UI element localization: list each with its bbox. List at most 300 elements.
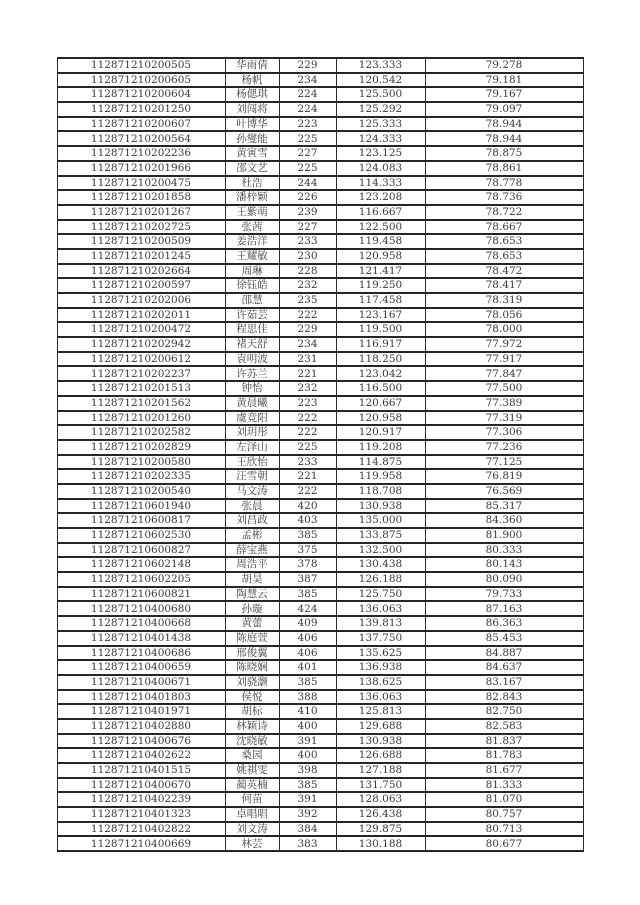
final-score-cell: 81.070 [425, 792, 583, 807]
name-cell: 胡标 [225, 704, 279, 719]
table-row [57, 484, 583, 499]
final-score-cell: 78.417 [425, 278, 583, 293]
name-cell: 杜浩 [225, 176, 279, 191]
final-score-cell: 78.778 [425, 176, 583, 191]
name-cell: 陶慧云 [225, 587, 279, 602]
count-cell: 225 [279, 131, 336, 146]
table-row [57, 411, 583, 426]
table-row [57, 293, 583, 308]
final-score-cell: 78.861 [425, 161, 583, 176]
name-cell: 林颖诗 [225, 719, 279, 734]
final-score-cell: 84.360 [425, 513, 583, 528]
student-id-cell: 112871210401438 [57, 631, 225, 646]
student-id-cell: 112871210200505 [57, 58, 225, 73]
table-row [57, 807, 583, 822]
table-row [57, 704, 583, 719]
student-id-cell: 112871210200612 [57, 352, 225, 367]
name-cell: 王欣怡 [225, 455, 279, 470]
count-cell: 409 [279, 616, 336, 631]
table-row [57, 131, 583, 146]
table-row [57, 87, 583, 102]
table-row [57, 352, 583, 367]
final-score-cell: 79.167 [425, 87, 583, 102]
score-cell: 133.875 [336, 528, 425, 543]
final-score-cell: 80.757 [425, 807, 583, 822]
student-id-cell: 112871210400676 [57, 734, 225, 749]
final-score-cell: 83.167 [425, 675, 583, 690]
name-cell: 许茹芸 [225, 308, 279, 323]
name-cell: 邢俊翼 [225, 646, 279, 661]
table-row [57, 836, 583, 851]
count-cell: 228 [279, 264, 336, 279]
name-cell: 周浩平 [225, 557, 279, 572]
count-cell: 387 [279, 572, 336, 587]
table-row [57, 675, 583, 690]
student-id-cell: 112871210200509 [57, 234, 225, 249]
count-cell: 223 [279, 396, 336, 411]
final-score-cell: 79.733 [425, 587, 583, 602]
count-cell: 391 [279, 734, 336, 749]
student-id-cell: 112871210201562 [57, 396, 225, 411]
count-cell: 233 [279, 234, 336, 249]
table-row [57, 543, 583, 558]
name-cell: 褚天舒 [225, 337, 279, 352]
table-row [57, 631, 583, 646]
table-row [57, 792, 583, 807]
count-cell: 235 [279, 293, 336, 308]
score-cell: 129.688 [336, 719, 425, 734]
score-cell: 136.938 [336, 660, 425, 675]
count-cell: 222 [279, 484, 336, 499]
score-cell: 116.500 [336, 381, 425, 396]
table-row [57, 117, 583, 132]
score-cell: 125.750 [336, 587, 425, 602]
name-cell: 虞竞阳 [225, 411, 279, 426]
final-score-cell: 78.736 [425, 190, 583, 205]
table-row [57, 308, 583, 323]
score-cell: 135.000 [336, 513, 425, 528]
count-cell: 383 [279, 836, 336, 851]
student-id-cell: 112871210202664 [57, 264, 225, 279]
count-cell: 239 [279, 205, 336, 220]
table-row [57, 220, 583, 235]
name-cell: 华雨倩 [225, 58, 279, 73]
name-cell: 程思佳 [225, 322, 279, 337]
score-cell: 120.667 [336, 396, 425, 411]
final-score-cell: 77.125 [425, 455, 583, 470]
final-score-cell: 84.887 [425, 646, 583, 661]
student-id-cell: 112871210202725 [57, 220, 225, 235]
student-id-cell: 112871210202236 [57, 146, 225, 161]
score-cell: 131.750 [336, 778, 425, 793]
count-cell: 232 [279, 278, 336, 293]
student-id-cell: 112871210202006 [57, 293, 225, 308]
name-cell: 陈庭萱 [225, 631, 279, 646]
results-table-body [57, 58, 583, 851]
table-row [57, 719, 583, 734]
score-cell: 138.625 [336, 675, 425, 690]
student-id-cell: 112871210201267 [57, 205, 225, 220]
student-id-cell: 112871210602205 [57, 572, 225, 587]
student-id-cell: 112871210202237 [57, 366, 225, 381]
table-row [57, 337, 583, 352]
student-id-cell: 112871210201260 [57, 411, 225, 426]
final-score-cell: 80.090 [425, 572, 583, 587]
count-cell: 403 [279, 513, 336, 528]
score-cell: 123.125 [336, 146, 425, 161]
name-cell: 孟彬 [225, 528, 279, 543]
student-id-cell: 112871210202942 [57, 337, 225, 352]
score-cell: 116.917 [336, 337, 425, 352]
final-score-cell: 77.319 [425, 411, 583, 426]
student-id-cell: 112871210400668 [57, 616, 225, 631]
score-cell: 124.083 [336, 161, 425, 176]
name-cell: 蔺英楠 [225, 778, 279, 793]
count-cell: 229 [279, 322, 336, 337]
score-cell: 136.063 [336, 601, 425, 616]
name-cell: 姜浩洋 [225, 234, 279, 249]
student-id-cell: 112871210200607 [57, 117, 225, 132]
count-cell: 410 [279, 704, 336, 719]
count-cell: 385 [279, 587, 336, 602]
table-row [57, 778, 583, 793]
final-score-cell: 80.143 [425, 557, 583, 572]
table-row [57, 748, 583, 763]
final-score-cell: 79.278 [425, 58, 583, 73]
final-score-cell: 80.333 [425, 543, 583, 558]
table-row [57, 660, 583, 675]
student-id-cell: 112871210200564 [57, 131, 225, 146]
count-cell: 221 [279, 366, 336, 381]
final-score-cell: 77.236 [425, 440, 583, 455]
score-cell: 128.063 [336, 792, 425, 807]
table-row [57, 572, 583, 587]
final-score-cell: 81.677 [425, 763, 583, 778]
name-cell: 袁明波 [225, 352, 279, 367]
count-cell: 229 [279, 58, 336, 73]
score-cell: 130.438 [336, 557, 425, 572]
table-row [57, 616, 583, 631]
final-score-cell: 78.875 [425, 146, 583, 161]
score-cell: 135.625 [336, 646, 425, 661]
score-cell: 122.500 [336, 220, 425, 235]
student-id-cell: 112871210401971 [57, 704, 225, 719]
student-id-cell: 112871210401323 [57, 807, 225, 822]
name-cell: 沈晓敏 [225, 734, 279, 749]
final-score-cell: 87.163 [425, 601, 583, 616]
final-score-cell: 82.843 [425, 690, 583, 705]
count-cell: 225 [279, 440, 336, 455]
final-score-cell: 81.837 [425, 734, 583, 749]
score-cell: 119.208 [336, 440, 425, 455]
count-cell: 375 [279, 543, 336, 558]
final-score-cell: 78.944 [425, 117, 583, 132]
student-id-cell: 112871210402822 [57, 822, 225, 837]
name-cell: 孙燮能 [225, 131, 279, 146]
table-row [57, 58, 583, 73]
count-cell: 224 [279, 87, 336, 102]
score-cell: 114.333 [336, 176, 425, 191]
table-row [57, 73, 583, 88]
student-id-cell: 112871210202582 [57, 425, 225, 440]
student-id-cell: 112871210200475 [57, 176, 225, 191]
count-cell: 222 [279, 411, 336, 426]
score-cell: 129.875 [336, 822, 425, 837]
table-row [57, 146, 583, 161]
final-score-cell: 79.181 [425, 73, 583, 88]
score-cell: 123.042 [336, 366, 425, 381]
final-score-cell: 78.000 [425, 322, 583, 337]
name-cell: 杨帆 [225, 73, 279, 88]
final-score-cell: 85.453 [425, 631, 583, 646]
table-row [57, 176, 583, 191]
student-id-cell: 112871210402622 [57, 748, 225, 763]
score-cell: 126.438 [336, 807, 425, 822]
count-cell: 230 [279, 249, 336, 264]
name-cell: 刘骁灏 [225, 675, 279, 690]
student-id-cell: 112871210400680 [57, 601, 225, 616]
name-cell: 邵慧 [225, 293, 279, 308]
score-cell: 120.917 [336, 425, 425, 440]
count-cell: 378 [279, 557, 336, 572]
count-cell: 406 [279, 631, 336, 646]
final-score-cell: 78.472 [425, 264, 583, 279]
score-cell: 121.417 [336, 264, 425, 279]
score-cell: 130.938 [336, 734, 425, 749]
score-cell: 120.542 [336, 73, 425, 88]
table-row [57, 264, 583, 279]
name-cell: 许苏兰 [225, 366, 279, 381]
table-row [57, 601, 583, 616]
student-id-cell: 112871210401515 [57, 763, 225, 778]
table-row [57, 587, 583, 602]
final-score-cell: 82.583 [425, 719, 583, 734]
count-cell: 398 [279, 763, 336, 778]
score-cell: 118.250 [336, 352, 425, 367]
table-row [57, 763, 583, 778]
name-cell: 林芸 [225, 836, 279, 851]
name-cell: 桑园 [225, 748, 279, 763]
name-cell: 张茜 [225, 220, 279, 235]
score-cell: 119.958 [336, 469, 425, 484]
name-cell: 徐钰皓 [225, 278, 279, 293]
name-cell: 刘闯将 [225, 102, 279, 117]
student-id-cell: 112871210400671 [57, 675, 225, 690]
final-score-cell: 76.819 [425, 469, 583, 484]
count-cell: 406 [279, 646, 336, 661]
student-id-cell: 112871210602148 [57, 557, 225, 572]
score-cell: 124.333 [336, 131, 425, 146]
final-score-cell: 80.677 [425, 836, 583, 851]
table-row [57, 425, 583, 440]
count-cell: 231 [279, 352, 336, 367]
final-score-cell: 77.847 [425, 366, 583, 381]
count-cell: 227 [279, 146, 336, 161]
final-score-cell: 77.972 [425, 337, 583, 352]
count-cell: 388 [279, 690, 336, 705]
count-cell: 221 [279, 469, 336, 484]
count-cell: 222 [279, 425, 336, 440]
name-cell: 胡昊 [225, 572, 279, 587]
student-id-cell: 112871210600827 [57, 543, 225, 558]
student-id-cell: 112871210201966 [57, 161, 225, 176]
name-cell: 王紫萌 [225, 205, 279, 220]
name-cell: 黄晨曦 [225, 396, 279, 411]
name-cell: 陈晓娴 [225, 660, 279, 675]
count-cell: 222 [279, 308, 336, 323]
student-id-cell: 112871210402239 [57, 792, 225, 807]
student-id-cell: 112871210202829 [57, 440, 225, 455]
student-id-cell: 112871210400669 [57, 836, 225, 851]
count-cell: 244 [279, 176, 336, 191]
score-cell: 116.667 [336, 205, 425, 220]
student-id-cell: 112871210400659 [57, 660, 225, 675]
final-score-cell: 78.944 [425, 131, 583, 146]
count-cell: 233 [279, 455, 336, 470]
table-row [57, 557, 583, 572]
count-cell: 226 [279, 190, 336, 205]
name-cell: 卓唱唱 [225, 807, 279, 822]
results-table [57, 57, 584, 852]
student-id-cell: 112871210600817 [57, 513, 225, 528]
count-cell: 385 [279, 675, 336, 690]
name-cell: 周琳 [225, 264, 279, 279]
table-row [57, 440, 583, 455]
name-cell: 薛宝燕 [225, 543, 279, 558]
count-cell: 400 [279, 748, 336, 763]
student-id-cell: 112871210200580 [57, 455, 225, 470]
score-cell: 139.813 [336, 616, 425, 631]
student-id-cell: 112871210400670 [57, 778, 225, 793]
table-row [57, 366, 583, 381]
student-id-cell: 112871210200472 [57, 322, 225, 337]
name-cell: 左泽山 [225, 440, 279, 455]
table-row [57, 234, 583, 249]
student-id-cell: 112871210402880 [57, 719, 225, 734]
final-score-cell: 82.750 [425, 704, 583, 719]
name-cell: 刘玥彤 [225, 425, 279, 440]
name-cell: 邵文艺 [225, 161, 279, 176]
score-cell: 119.500 [336, 322, 425, 337]
student-id-cell: 112871210200604 [57, 87, 225, 102]
table-row [57, 396, 583, 411]
name-cell: 杨偲琪 [225, 87, 279, 102]
table-row [57, 469, 583, 484]
score-cell: 119.250 [336, 278, 425, 293]
final-score-cell: 80.713 [425, 822, 583, 837]
student-id-cell: 112871210200605 [57, 73, 225, 88]
name-cell: 钟怡 [225, 381, 279, 396]
student-id-cell: 112871210202011 [57, 308, 225, 323]
student-id-cell: 112871210200540 [57, 484, 225, 499]
final-score-cell: 81.900 [425, 528, 583, 543]
name-cell: 汪雪朝 [225, 469, 279, 484]
student-id-cell: 112871210201858 [57, 190, 225, 205]
score-cell: 132.500 [336, 543, 425, 558]
score-cell: 130.938 [336, 499, 425, 514]
table-row [57, 513, 583, 528]
table-row [57, 190, 583, 205]
name-cell: 潘梓颖 [225, 190, 279, 205]
student-id-cell: 112871210201513 [57, 381, 225, 396]
score-cell: 125.292 [336, 102, 425, 117]
score-cell: 123.333 [336, 58, 425, 73]
student-id-cell: 112871210600821 [57, 587, 225, 602]
count-cell: 227 [279, 220, 336, 235]
final-score-cell: 81.783 [425, 748, 583, 763]
student-id-cell: 112871210601940 [57, 499, 225, 514]
count-cell: 392 [279, 807, 336, 822]
final-score-cell: 86.363 [425, 616, 583, 631]
name-cell: 何苗 [225, 792, 279, 807]
final-score-cell: 81.333 [425, 778, 583, 793]
score-cell: 130.188 [336, 836, 425, 851]
final-score-cell: 77.917 [425, 352, 583, 367]
table-row [57, 102, 583, 117]
final-score-cell: 78.653 [425, 234, 583, 249]
name-cell: 侯悦 [225, 690, 279, 705]
name-cell: 黄蕾 [225, 616, 279, 631]
score-cell: 125.333 [336, 117, 425, 132]
student-id-cell: 112871210401803 [57, 690, 225, 705]
table-row [57, 322, 583, 337]
count-cell: 385 [279, 528, 336, 543]
count-cell: 420 [279, 499, 336, 514]
count-cell: 424 [279, 601, 336, 616]
final-score-cell: 77.306 [425, 425, 583, 440]
score-cell: 125.500 [336, 87, 425, 102]
score-cell: 114.875 [336, 455, 425, 470]
count-cell: 234 [279, 73, 336, 88]
score-cell: 126.688 [336, 748, 425, 763]
count-cell: 223 [279, 117, 336, 132]
score-cell: 118.708 [336, 484, 425, 499]
student-id-cell: 112871210202335 [57, 469, 225, 484]
final-score-cell: 79.097 [425, 102, 583, 117]
final-score-cell: 78.667 [425, 220, 583, 235]
score-cell: 117.458 [336, 293, 425, 308]
student-id-cell: 112871210602530 [57, 528, 225, 543]
score-cell: 123.208 [336, 190, 425, 205]
table-row [57, 381, 583, 396]
table-row [57, 528, 583, 543]
final-score-cell: 77.389 [425, 396, 583, 411]
table-row [57, 278, 583, 293]
table-row [57, 455, 583, 470]
name-cell: 张晨 [225, 499, 279, 514]
name-cell: 孙璇 [225, 601, 279, 616]
count-cell: 391 [279, 792, 336, 807]
count-cell: 234 [279, 337, 336, 352]
final-score-cell: 78.653 [425, 249, 583, 264]
count-cell: 400 [279, 719, 336, 734]
final-score-cell: 76.569 [425, 484, 583, 499]
name-cell: 马文涛 [225, 484, 279, 499]
table-row [57, 249, 583, 264]
student-id-cell: 112871210201250 [57, 102, 225, 117]
count-cell: 232 [279, 381, 336, 396]
table-row [57, 734, 583, 749]
final-score-cell: 78.056 [425, 308, 583, 323]
name-cell: 黄寅雪 [225, 146, 279, 161]
score-cell: 119.458 [336, 234, 425, 249]
count-cell: 401 [279, 660, 336, 675]
score-cell: 127.188 [336, 763, 425, 778]
final-score-cell: 85.317 [425, 499, 583, 514]
document-page [0, 57, 640, 905]
table-row [57, 205, 583, 220]
student-id-cell: 112871210200597 [57, 278, 225, 293]
